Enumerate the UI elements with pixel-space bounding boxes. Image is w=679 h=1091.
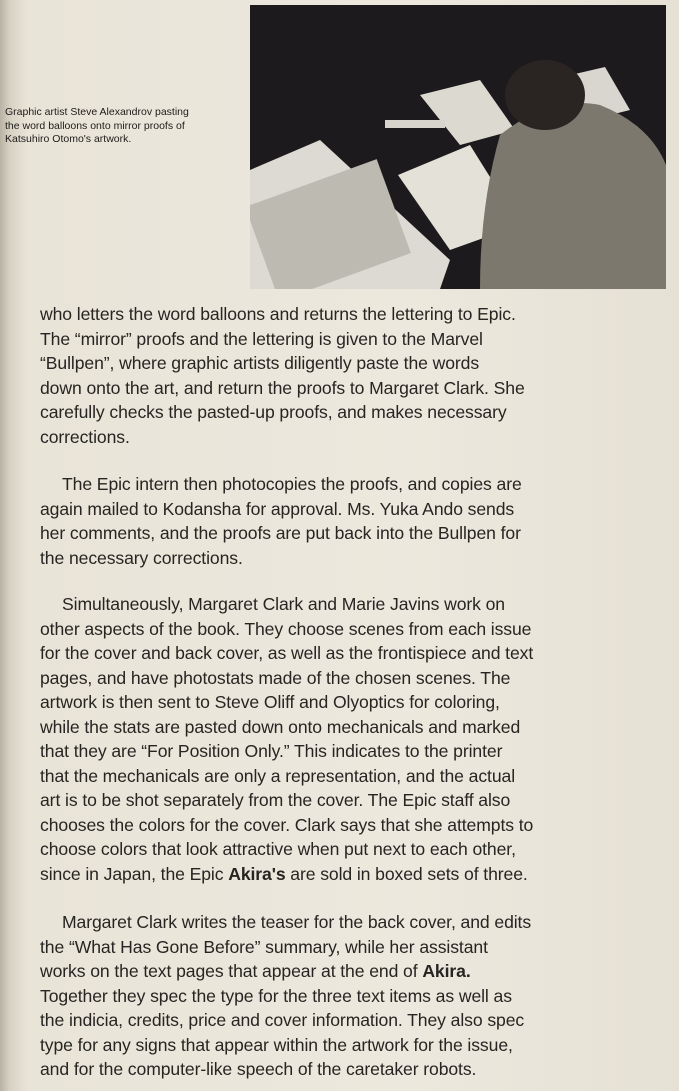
text-line: [40, 641, 533, 666]
text-segment: who letters the word balloons and returns the lettering to Epic.: [40, 304, 516, 324]
paragraph-photocopies: [40, 472, 522, 570]
text-line: [40, 472, 522, 497]
text-segment: corrections.: [40, 426, 130, 447]
text-segment: other aspects of the book. They choose scenes from each issue: [40, 618, 532, 639]
bold-title-text: Akira.: [422, 961, 471, 981]
paragraph-simultaneously: [40, 592, 533, 886]
text-line: [40, 837, 533, 862]
text-segment: the “What Has Gone Before” summary, while her assistant: [40, 936, 488, 957]
text-line: [40, 376, 525, 401]
caption-line: Graphic artist Steve Alexandrov pasting: [5, 106, 189, 118]
text-segment: while the stats are pasted down onto mechanicals and marked: [40, 716, 521, 737]
text-segment: that they are “For Position Only.” This indicates to the printer: [40, 741, 503, 761]
text-line: [40, 715, 533, 740]
text-line: [40, 425, 525, 450]
text-line: [40, 400, 525, 425]
text-line: [40, 984, 531, 1009]
text-segment: pages, and have photostats made of the chosen scenes. The: [40, 667, 511, 688]
bold-title-text: Akira's: [228, 863, 286, 884]
text-line: [40, 959, 531, 984]
text-line: [40, 302, 525, 327]
text-segment: artwork is then sent to Steve Oliff and Olyoptics for coloring,: [40, 692, 500, 712]
text-segment: The Epic intern then photocopies the proofs, and copies are: [62, 474, 522, 494]
text-line: [40, 617, 533, 642]
text-segment: down onto the art, and return the proofs to Margaret Clark. She: [40, 377, 525, 398]
text-line: [40, 910, 531, 935]
photo-artist-pasting-balloons: [250, 5, 666, 289]
text-line: [40, 351, 525, 376]
text-line: [40, 497, 522, 522]
photo-caption: [5, 106, 189, 147]
text-segment: are sold in boxed sets of three.: [285, 863, 528, 884]
text-segment: Together they spec the type for the three text items as well as: [40, 985, 512, 1006]
text-line: [40, 813, 533, 838]
text-segment: that the mechanicals are only a representation, and the actual: [40, 765, 515, 786]
text-segment: art is to be shot separately from the cover. The Epic staff also: [40, 790, 511, 810]
text-line: [40, 546, 522, 571]
text-segment: the indicia, credits, price and cover information. They also spec: [40, 1010, 525, 1030]
text-segment: the necessary corrections.: [40, 547, 243, 568]
text-line: [40, 1033, 531, 1058]
text-segment: choose colors that look attractive when put next to each other,: [40, 839, 516, 859]
text-line: [40, 1008, 531, 1033]
text-segment: “Bullpen”, where graphic artists diligently paste the words: [40, 353, 480, 373]
text-line: [40, 862, 533, 887]
text-line: [40, 1057, 531, 1082]
text-segment: her comments, and the proofs are put back into the Bullpen for: [40, 523, 521, 543]
text-segment: and for the computer-like speech of the caretaker robots.: [40, 1059, 477, 1079]
text-segment: for the cover and back cover, as well as the frontispiece and text: [40, 643, 534, 663]
text-segment: Simultaneously, Margaret Clark and Marie Javins work on: [62, 594, 505, 614]
text-line: [40, 788, 533, 813]
text-line: [40, 764, 533, 789]
text-line: [40, 327, 525, 352]
text-line: [40, 690, 533, 715]
text-segment: chooses the colors for the cover. Clark says that she attempts to: [40, 814, 534, 835]
text-line: [40, 521, 522, 546]
text-segment: type for any signs that appear within the artwork for the issue,: [40, 1034, 513, 1055]
text-segment: Margaret Clark writes the teaser for the back cover, and edits: [62, 912, 532, 932]
text-line: [40, 935, 531, 960]
caption-line: the word balloons onto mirror proofs of: [5, 119, 185, 132]
text-segment: The “mirror” proofs and the lettering is given to the Marvel: [40, 328, 483, 349]
text-line: [40, 666, 533, 691]
text-segment: works on the text pages that appear at the end of: [40, 961, 423, 981]
text-line: [40, 592, 533, 617]
paragraph-teaser: [40, 910, 531, 1082]
text-segment: carefully checks the pasted-up proofs, and makes necessary: [40, 402, 507, 422]
text-segment: since in Japan, the Epic: [40, 863, 229, 884]
text-line: [40, 739, 533, 764]
caption-line: Katsuhiro Otomo's artwork.: [5, 133, 132, 145]
paragraph-lettering: [40, 302, 525, 449]
text-segment: again mailed to Kodansha for approval. Ms. Yuka Ando sends: [40, 498, 515, 519]
photo-illustration: [250, 5, 666, 289]
